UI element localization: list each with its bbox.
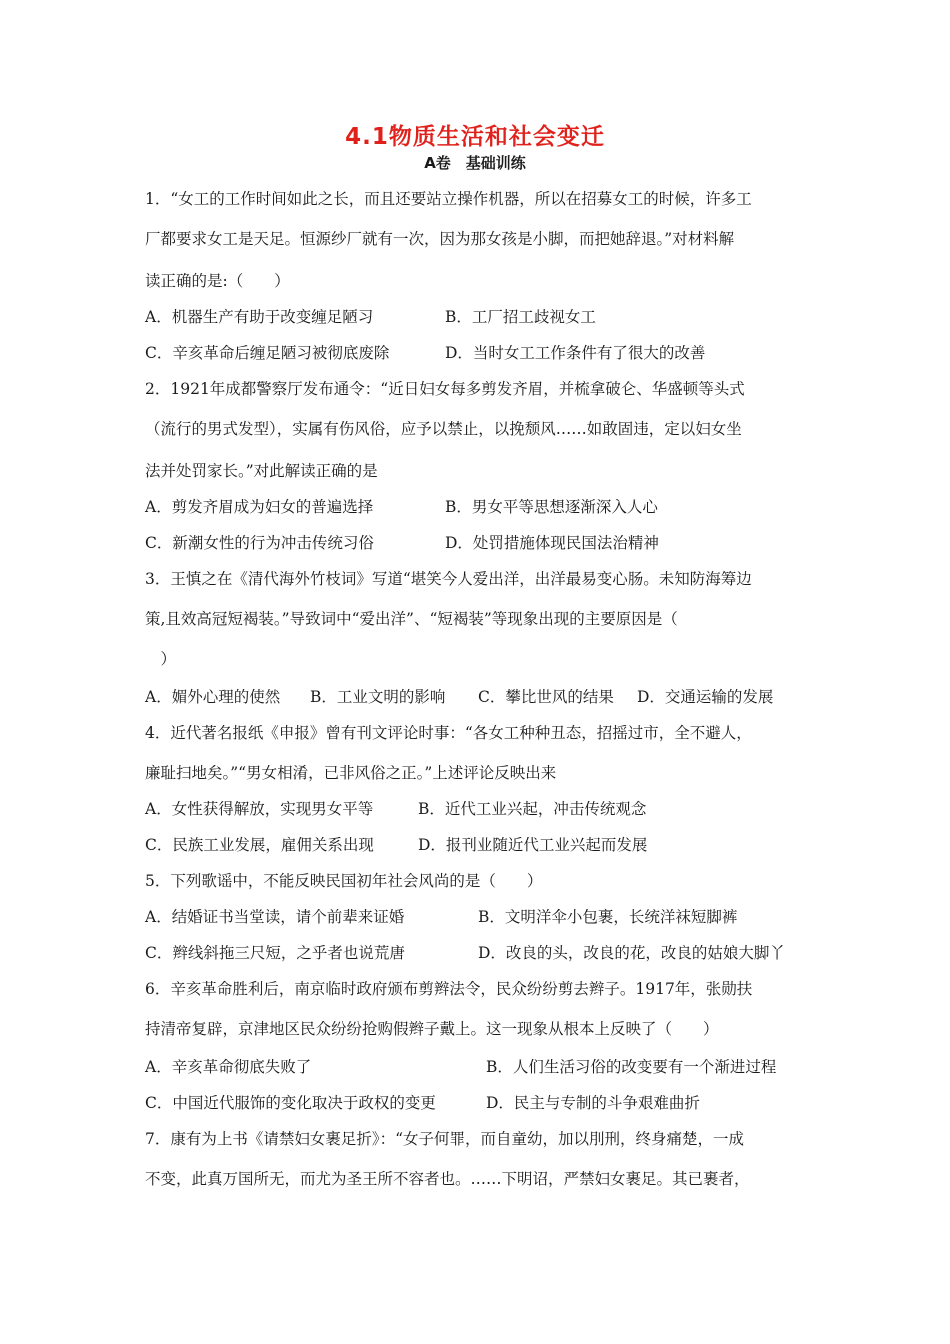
q3-option-b: B．工业文明的影响 (310, 688, 446, 706)
q3-stem-line-3: ） (145, 650, 177, 668)
q1-option-c: C．辛亥革命后缠足陋习被彻底废除 (145, 344, 390, 362)
q1-option-b: B．工厂招工歧视女工 (445, 308, 596, 326)
page-subtitle: A卷 基础训练 (424, 154, 526, 172)
q1-option-d: D．当时女工工作条件有了很大的改善 (445, 344, 706, 362)
q3-option-d: D．交通运输的发展 (637, 688, 774, 706)
q5-option-b: B．文明洋伞小包裹，长统洋袜短脚裤 (478, 908, 738, 926)
q5-option-a: A．结婚证书当堂读，请个前辈来证婚 (145, 908, 405, 926)
q4-stem-line-1: 4．近代著名报纸《申报》曾有刊文评论时事：“各女工种种丑态，招摇过市，全不避人， (145, 724, 752, 742)
q3-option-c: C．攀比世风的结果 (478, 688, 614, 706)
q4-option-a: A．女性获得解放，实现男女平等 (145, 800, 374, 818)
q4-option-d: D．报刊业随近代工业兴起而发展 (418, 836, 648, 854)
q1-stem-line-1: 1．“女工的工作时间如此之长，而且还要站立操作机器，所以在招募女工的时候，许多工 (145, 190, 752, 208)
q7-stem-line-2: 不变，此真万国所无，而尤为圣王所不容者也。……下明诏，严禁妇女裹足。其已裹者， (145, 1170, 750, 1188)
q2-stem-line-1: 2．1921年成都警察厅发布通令：“近日妇女每多剪发齐眉，并梳拿破仑、华盛顿等头式 (145, 380, 745, 398)
q5-stem-line-1: 5．下列歌谣中，不能反映民国初年社会风尚的是（ ） (145, 872, 543, 890)
q4-option-c: C．民族工业发展，雇佣关系出现 (145, 836, 374, 854)
q2-stem-line-3: 法并处罚家长。”对此解读正确的是 (145, 462, 378, 480)
q1-stem-line-2: 厂都要求女工是天足。恒源纱厂就有一次，因为那女孩是小脚，而把她辞退。”对材料解 (145, 230, 735, 248)
q4-option-b: B．近代工业兴起，冲击传统观念 (418, 800, 647, 818)
q3-stem-line-2: 策,且效高冠短褐装。”导致词中“爱出洋”、“短褐装”等现象出现的主要原因是（ (145, 610, 678, 628)
q1-option-a: A．机器生产有助于改变缠足陋习 (145, 308, 374, 326)
q4-stem-line-2: 廉耻扫地矣。”“男女相淆，已非风俗之正。”上述评论反映出来 (145, 764, 557, 782)
q6-option-a: A．辛亥革命彻底失败了 (145, 1058, 312, 1076)
q6-option-b: B．人们生活习俗的改变要有一个渐进过程 (486, 1058, 777, 1076)
q5-option-d: D．改良的头，改良的花，改良的姑娘大脚丫 (478, 944, 785, 962)
q3-stem-line-1: 3．王慎之在《清代海外竹枝词》写道“堪笑今人爱出洋，出洋最易变心肠。未知防海筹边 (145, 570, 752, 588)
q3-option-a: A．媚外心理的使然 (145, 688, 281, 706)
q2-option-d: D．处罚措施体现民国法治精神 (445, 534, 659, 552)
q1-stem-line-3: 读正确的是:（ ） (145, 272, 290, 290)
q2-option-b: B．男女平等思想逐渐深入人心 (445, 498, 658, 516)
q2-option-a: A．剪发齐眉成为妇女的普遍选择 (145, 498, 374, 516)
q7-stem-line-1: 7．康有为上书《请禁妇女裹足折》：“女子何罪，而自童幼，加以刖刑，终身痛楚，一成 (145, 1130, 745, 1148)
q6-stem-line-1: 6．辛亥革命胜利后，南京临时政府颁布剪辫法令，民众纷纷剪去辫子。1917年，张勋扶 (145, 980, 753, 998)
q6-option-c: C．中国近代服饰的变化取决于政权的变更 (145, 1094, 436, 1112)
q2-option-c: C．新潮女性的行为冲击传统习俗 (145, 534, 374, 552)
q6-option-d: D．民主与专制的斗争艰难曲折 (486, 1094, 700, 1112)
q6-stem-line-2: 持清帝复辟，京津地区民众纷纷抢购假辫子戴上。这一现象从根本上反映了（ ） (145, 1020, 719, 1038)
q5-option-c: C．辫线斜拖三尺短，之乎者也说荒唐 (145, 944, 405, 962)
page-title: 4.1物质生活和社会变迁 (345, 124, 605, 150)
q2-stem-line-2: （流行的男式发型），实属有伤风俗，应予以禁止，以挽颓风……如敢固违，定以妇女坐 (145, 420, 742, 438)
